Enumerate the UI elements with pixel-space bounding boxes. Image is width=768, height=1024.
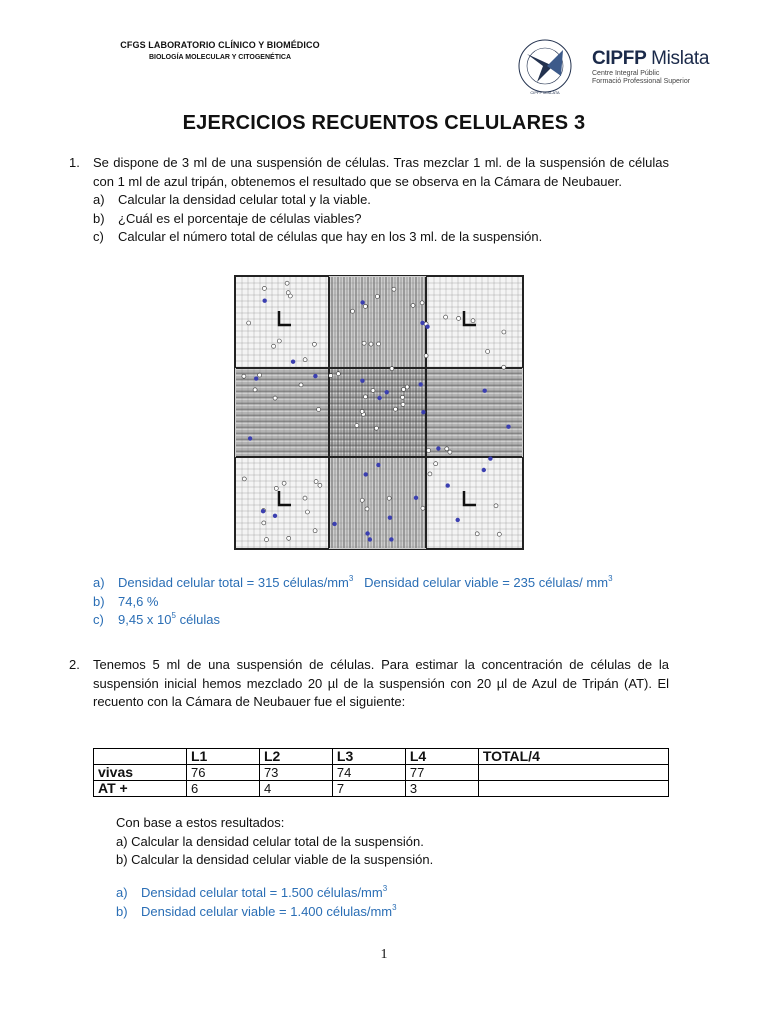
course-header — [90, 40, 350, 61]
answer-c: c) 9,45 x $10^5$ células — [93, 611, 221, 627]
question-1 — [69, 154, 669, 247]
institution-logo — [592, 48, 709, 86]
table-cell: 6 — [187, 781, 260, 797]
table-cell: 3 — [405, 781, 478, 797]
table-header-cell: L2 — [259, 749, 332, 765]
table-header-row — [94, 749, 669, 765]
neubauer-chamber-image — [234, 275, 524, 550]
table-cell: 7 — [332, 781, 405, 797]
institution-seal-icon — [513, 36, 581, 96]
page-title: EJERCICIOS RECUENTOS CELULARES 3 — [182, 112, 586, 134]
item-text: Calcular el número total de células que hay en los 3 ml. de la suspensión. — [118, 229, 543, 244]
item-text: Calcular la densidad celular total y la viable. — [118, 192, 371, 207]
table-cell: 77 — [405, 765, 478, 781]
table-cell: 74 — [332, 765, 405, 781]
brand-sub1: Centre Integral Públic — [592, 70, 660, 77]
row-label: AT + — [94, 781, 187, 797]
table-cell: 76 — [187, 765, 260, 781]
table-header-cell: TOTAL/4 — [478, 749, 668, 765]
table-cell: 73 — [259, 765, 332, 781]
item-letter: c) — [93, 229, 104, 244]
question-number: 1. — [69, 155, 80, 170]
answer-b: b) 74,6 % — [93, 593, 159, 609]
answers-1 — [93, 574, 613, 630]
cell-count-table — [93, 748, 669, 797]
question-2 — [69, 656, 669, 712]
seal-text: CIPFP MISLATA — [530, 90, 560, 95]
question-item — [93, 228, 669, 247]
question-text: Tenemos 5 ml de una suspensión de células. Para estimar la concentración de células de la suspensión inicial hemos mezclado 20 µl de la suspensión con 20 µl de Azul de Tripán (AT). El recuento con la Cámara de Neubauer fue el siguiente: — [93, 657, 669, 709]
question-number: 2. — [69, 657, 80, 672]
course-subtitle: BIOLOGÍA MOLECULAR Y CITOGENÉTICA — [148, 54, 292, 61]
followup-item-a: a) Calcular la densidad celular total de la suspensión. — [116, 833, 424, 849]
brand-sub2: Formació Professional Superior — [592, 78, 691, 85]
table-row — [94, 765, 669, 781]
table-header-cell: L4 — [405, 749, 478, 765]
answers-2 — [116, 884, 397, 921]
item-letter: b) — [93, 210, 105, 226]
item-text: ¿Cuál es el porcentaje de células viables? — [118, 210, 362, 226]
brand-strong: CIPFP — [592, 48, 647, 69]
table-cell: 4 — [259, 781, 332, 797]
answer-b: b) Densidad celular viable = 1.400 células/$mm^3$ — [116, 902, 397, 919]
table-cell — [478, 765, 668, 781]
question-item — [93, 210, 669, 229]
table-header-cell: L3 — [332, 749, 405, 765]
item-letter: a) — [93, 192, 105, 207]
question-text: Se dispone de 3 ml de una suspensión de células. Tras mezclar 1 ml. de la suspensión de células con 1 ml de azul tripán, obtenemos el resultado que se observa en la Cámara de Neubauer. — [93, 155, 669, 189]
question-2-followup — [116, 814, 433, 870]
table-cell — [478, 781, 668, 797]
followup-intro: Con base a estos resultados: — [116, 815, 285, 830]
table-header-cell — [94, 749, 187, 765]
page-number: 1 — [380, 947, 388, 962]
followup-item-b: b) Calcular la densidad celular viable de la suspensión. — [116, 852, 434, 867]
table-row — [94, 781, 669, 797]
brand-rest: Mislata — [651, 48, 710, 69]
answer-a: a) Densidad celular total = 315 células/$mm^3$ Densidad celular viable = 235 células/ $mm^3$ — [93, 574, 613, 590]
course-title: CFGS LABORATORIO CLÍNICO Y BIOMÉDICO — [120, 40, 320, 50]
answer-a: a) Densidad celular total = 1.500 células/$mm^3$ — [116, 884, 388, 900]
table-header-cell: L1 — [187, 749, 260, 765]
row-label: vivas — [94, 765, 187, 781]
question-item — [93, 191, 669, 210]
